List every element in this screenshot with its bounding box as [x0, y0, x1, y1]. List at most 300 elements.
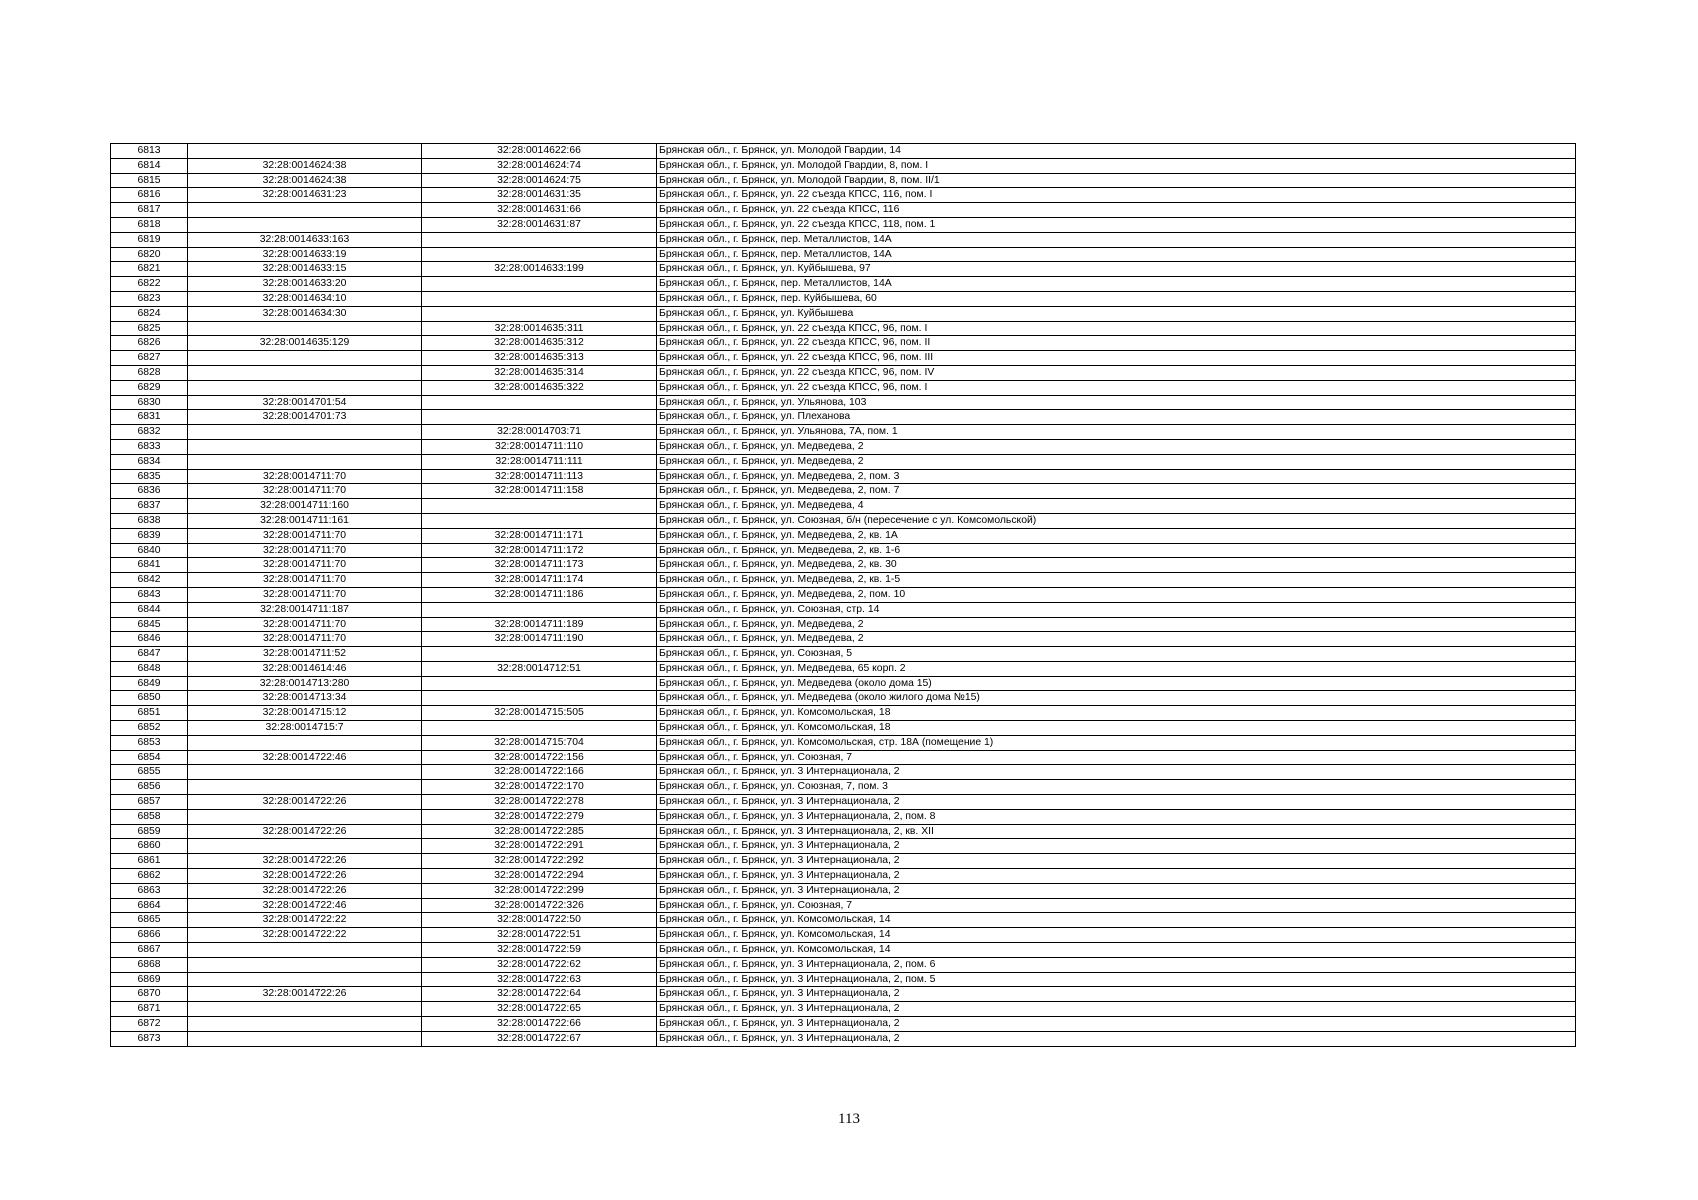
row-number-cell: 6860 — [111, 839, 188, 854]
row-number-cell: 6823 — [111, 291, 188, 306]
table-row — [111, 573, 1576, 588]
parcel-number-cell — [188, 1017, 422, 1032]
address-cell: Брянская обл., г. Брянск, ул. 22 съезда КПСС, 116, пом. I — [657, 188, 1576, 203]
address-cell: Брянская обл., г. Брянск, ул. Медведева (около дома 15) — [657, 676, 1576, 691]
row-number-cell: 6862 — [111, 869, 188, 884]
row-number-cell: 6828 — [111, 365, 188, 380]
address-cell: Брянская обл., г. Брянск, ул. Медведева, 2, пом. 7 — [657, 484, 1576, 499]
object-number-cell — [422, 395, 657, 410]
row-number-cell: 6813 — [111, 144, 188, 159]
row-number-cell: 6829 — [111, 380, 188, 395]
address-cell: Брянская обл., г. Брянск, ул. Союзная, стр. 14 — [657, 602, 1576, 617]
parcel-number-cell: 32:28:0014722:26 — [188, 795, 422, 810]
object-number-cell: 32:28:0014711:171 — [422, 528, 657, 543]
address-cell: Брянская обл., г. Брянск, ул. Медведева (около жилого дома №15) — [657, 691, 1576, 706]
parcel-number-cell — [188, 425, 422, 440]
row-number-cell: 6824 — [111, 306, 188, 321]
parcel-number-cell: 32:28:0014711:70 — [188, 587, 422, 602]
parcel-number-cell — [188, 1002, 422, 1017]
table-row — [111, 217, 1576, 232]
table-row — [111, 262, 1576, 277]
row-number-cell: 6832 — [111, 425, 188, 440]
row-number-cell: 6847 — [111, 647, 188, 662]
parcel-number-cell: 32:28:0014713:280 — [188, 676, 422, 691]
parcel-number-cell — [188, 809, 422, 824]
row-number-cell: 6816 — [111, 188, 188, 203]
parcel-number-cell — [188, 365, 422, 380]
row-number-cell: 6827 — [111, 351, 188, 366]
table-row — [111, 824, 1576, 839]
address-cell: Брянская обл., г. Брянск, ул. 3 Интернационала, 2 — [657, 795, 1576, 810]
row-number-cell: 6817 — [111, 203, 188, 218]
row-number-cell: 6867 — [111, 943, 188, 958]
object-number-cell: 32:28:0014722:299 — [422, 883, 657, 898]
table-row — [111, 425, 1576, 440]
parcel-number-cell: 32:28:0014711:70 — [188, 558, 422, 573]
parcel-number-cell — [188, 780, 422, 795]
register-table-container — [110, 143, 1575, 1047]
address-cell: Брянская обл., г. Брянск, ул. Медведева, 2, кв. 30 — [657, 558, 1576, 573]
object-number-cell — [422, 602, 657, 617]
parcel-number-cell — [188, 765, 422, 780]
object-number-cell: 32:28:0014722:170 — [422, 780, 657, 795]
parcel-number-cell: 32:28:0014711:70 — [188, 469, 422, 484]
address-cell: Брянская обл., г. Брянск, ул. Союзная, 7 — [657, 898, 1576, 913]
row-number-cell: 6840 — [111, 543, 188, 558]
parcel-number-cell — [188, 351, 422, 366]
table-row — [111, 943, 1576, 958]
table-row — [111, 144, 1576, 159]
row-number-cell: 6851 — [111, 706, 188, 721]
object-number-cell: 32:28:0014722:59 — [422, 943, 657, 958]
row-number-cell: 6833 — [111, 439, 188, 454]
row-number-cell: 6872 — [111, 1017, 188, 1032]
table-row — [111, 676, 1576, 691]
row-number-cell: 6814 — [111, 158, 188, 173]
object-number-cell: 32:28:0014631:87 — [422, 217, 657, 232]
object-number-cell — [422, 232, 657, 247]
row-number-cell: 6856 — [111, 780, 188, 795]
object-number-cell: 32:28:0014622:66 — [422, 144, 657, 159]
table-row — [111, 1031, 1576, 1046]
parcel-number-cell: 32:28:0014633:15 — [188, 262, 422, 277]
row-number-cell: 6854 — [111, 750, 188, 765]
table-row — [111, 957, 1576, 972]
parcel-number-cell: 32:28:0014634:10 — [188, 291, 422, 306]
parcel-number-cell — [188, 839, 422, 854]
object-number-cell: 32:28:0014635:311 — [422, 321, 657, 336]
row-number-cell: 6870 — [111, 987, 188, 1002]
address-cell: Брянская обл., г. Брянск, ул. Медведева, 65 корп. 2 — [657, 661, 1576, 676]
table-row — [111, 750, 1576, 765]
address-cell: Брянская обл., г. Брянск, ул. Комсомольская, 18 — [657, 706, 1576, 721]
table-row — [111, 839, 1576, 854]
address-cell: Брянская обл., г. Брянск, ул. Комсомольская, 14 — [657, 913, 1576, 928]
address-cell: Брянская обл., г. Брянск, ул. Куйбышева, 97 — [657, 262, 1576, 277]
object-number-cell: 32:28:0014722:156 — [422, 750, 657, 765]
parcel-number-cell: 32:28:0014713:34 — [188, 691, 422, 706]
parcel-number-cell: 32:28:0014711:70 — [188, 484, 422, 499]
row-number-cell: 6859 — [111, 824, 188, 839]
address-cell: Брянская обл., г. Брянск, ул. Союзная, б/н (пересечение с ул. Комсомольской) — [657, 513, 1576, 528]
row-number-cell: 6857 — [111, 795, 188, 810]
address-cell: Брянская обл., г. Брянск, ул. Комсомольская, 18 — [657, 721, 1576, 736]
table-row — [111, 291, 1576, 306]
address-cell: Брянская обл., г. Брянск, пер. Металлистов, 14А — [657, 277, 1576, 292]
table-row — [111, 972, 1576, 987]
object-number-cell: 32:28:0014722:291 — [422, 839, 657, 854]
address-cell: Брянская обл., г. Брянск, пер. Металлистов, 14А — [657, 232, 1576, 247]
object-number-cell — [422, 676, 657, 691]
parcel-number-cell: 32:28:0014624:38 — [188, 158, 422, 173]
object-number-cell: 32:28:0014711:158 — [422, 484, 657, 499]
address-cell: Брянская обл., г. Брянск, ул. Комсомольская, стр. 18А (помещение 1) — [657, 735, 1576, 750]
parcel-number-cell — [188, 943, 422, 958]
object-number-cell: 32:28:0014635:313 — [422, 351, 657, 366]
table-row — [111, 365, 1576, 380]
row-number-cell: 6853 — [111, 735, 188, 750]
address-cell: Брянская обл., г. Брянск, ул. Медведева, 2 — [657, 454, 1576, 469]
page-number: 113 — [838, 1111, 860, 1127]
parcel-number-cell — [188, 735, 422, 750]
address-cell: Брянская обл., г. Брянск, ул. 3 Интернационала, 2, пом. 8 — [657, 809, 1576, 824]
address-cell: Брянская обл., г. Брянск, ул. 3 Интернационала, 2, пом. 6 — [657, 957, 1576, 972]
object-number-cell: 32:28:0014715:505 — [422, 706, 657, 721]
row-number-cell: 6843 — [111, 587, 188, 602]
object-number-cell: 32:28:0014722:294 — [422, 869, 657, 884]
row-number-cell: 6820 — [111, 247, 188, 262]
table-row — [111, 854, 1576, 869]
table-row — [111, 558, 1576, 573]
address-cell: Брянская обл., г. Брянск, ул. Союзная, 7, пом. 3 — [657, 780, 1576, 795]
row-number-cell: 6864 — [111, 898, 188, 913]
address-cell: Брянская обл., г. Брянск, ул. 3 Интернационала, 2 — [657, 869, 1576, 884]
row-number-cell: 6871 — [111, 1002, 188, 1017]
table-row — [111, 928, 1576, 943]
table-row — [111, 987, 1576, 1002]
address-cell: Брянская обл., г. Брянск, ул. Медведева, 2 — [657, 632, 1576, 647]
parcel-number-cell: 32:28:0014722:26 — [188, 987, 422, 1002]
table-row — [111, 661, 1576, 676]
parcel-number-cell: 32:28:0014715:12 — [188, 706, 422, 721]
parcel-number-cell: 32:28:0014635:129 — [188, 336, 422, 351]
address-cell: Брянская обл., г. Брянск, ул. Медведева, 4 — [657, 499, 1576, 514]
address-cell: Брянская обл., г. Брянск, ул. 3 Интернационала, 2 — [657, 1002, 1576, 1017]
object-number-cell — [422, 277, 657, 292]
table-row — [111, 158, 1576, 173]
parcel-number-cell: 32:28:0014711:161 — [188, 513, 422, 528]
object-number-cell: 32:28:0014633:199 — [422, 262, 657, 277]
object-number-cell — [422, 721, 657, 736]
object-number-cell: 32:28:0014722:65 — [422, 1002, 657, 1017]
table-row — [111, 809, 1576, 824]
object-number-cell: 32:28:0014624:74 — [422, 158, 657, 173]
row-number-cell: 6831 — [111, 410, 188, 425]
row-number-cell: 6834 — [111, 454, 188, 469]
address-cell: Брянская обл., г. Брянск, ул. 22 съезда КПСС, 96, пом. IV — [657, 365, 1576, 380]
table-row — [111, 513, 1576, 528]
address-cell: Брянская обл., г. Брянск, ул. 22 съезда КПСС, 96, пом. I — [657, 380, 1576, 395]
table-row — [111, 706, 1576, 721]
row-number-cell: 6852 — [111, 721, 188, 736]
object-number-cell: 32:28:0014711:110 — [422, 439, 657, 454]
table-row — [111, 1017, 1576, 1032]
object-number-cell: 32:28:0014711:186 — [422, 587, 657, 602]
object-number-cell: 32:28:0014711:113 — [422, 469, 657, 484]
object-number-cell — [422, 247, 657, 262]
parcel-number-cell: 32:28:0014631:23 — [188, 188, 422, 203]
register-table-body — [111, 144, 1576, 1047]
table-row — [111, 188, 1576, 203]
row-number-cell: 6869 — [111, 972, 188, 987]
row-number-cell: 6865 — [111, 913, 188, 928]
object-number-cell: 32:28:0014631:35 — [422, 188, 657, 203]
object-number-cell: 32:28:0014711:189 — [422, 617, 657, 632]
parcel-number-cell: 32:28:0014711:70 — [188, 632, 422, 647]
row-number-cell: 6855 — [111, 765, 188, 780]
table-row — [111, 321, 1576, 336]
address-cell: Брянская обл., г. Брянск, ул. Ульянова, 103 — [657, 395, 1576, 410]
table-row — [111, 869, 1576, 884]
address-cell: Брянская обл., г. Брянск, ул. 3 Интернационала, 2 — [657, 854, 1576, 869]
address-cell: Брянская обл., г. Брянск, ул. 3 Интернационала, 2, пом. 5 — [657, 972, 1576, 987]
row-number-cell: 6818 — [111, 217, 188, 232]
parcel-number-cell — [188, 217, 422, 232]
object-number-cell: 32:28:0014722:63 — [422, 972, 657, 987]
row-number-cell: 6868 — [111, 957, 188, 972]
parcel-number-cell: 32:28:0014722:26 — [188, 869, 422, 884]
row-number-cell: 6846 — [111, 632, 188, 647]
object-number-cell — [422, 499, 657, 514]
table-row — [111, 587, 1576, 602]
object-number-cell: 32:28:0014711:111 — [422, 454, 657, 469]
address-cell: Брянская обл., г. Брянск, ул. 22 съезда КПСС, 96, пом. III — [657, 351, 1576, 366]
parcel-number-cell: 32:28:0014722:22 — [188, 913, 422, 928]
row-number-cell: 6848 — [111, 661, 188, 676]
address-cell: Брянская обл., г. Брянск, пер. Металлистов, 14А — [657, 247, 1576, 262]
object-number-cell: 32:28:0014722:66 — [422, 1017, 657, 1032]
object-number-cell: 32:28:0014703:71 — [422, 425, 657, 440]
table-row — [111, 454, 1576, 469]
register-table — [110, 143, 1576, 1047]
address-cell: Брянская обл., г. Брянск, ул. 3 Интернационала, 2, кв. XII — [657, 824, 1576, 839]
object-number-cell: 32:28:0014635:312 — [422, 336, 657, 351]
table-row — [111, 499, 1576, 514]
object-number-cell: 32:28:0014722:285 — [422, 824, 657, 839]
address-cell: Брянская обл., г. Брянск, ул. Молодой Гвардии, 14 — [657, 144, 1576, 159]
table-row — [111, 602, 1576, 617]
row-number-cell: 6837 — [111, 499, 188, 514]
table-row — [111, 617, 1576, 632]
object-number-cell: 32:28:0014624:75 — [422, 173, 657, 188]
table-row — [111, 247, 1576, 262]
row-number-cell: 6822 — [111, 277, 188, 292]
table-row — [111, 795, 1576, 810]
row-number-cell: 6838 — [111, 513, 188, 528]
row-number-cell: 6815 — [111, 173, 188, 188]
row-number-cell: 6821 — [111, 262, 188, 277]
address-cell: Брянская обл., г. Брянск, ул. 3 Интернационала, 2 — [657, 1031, 1576, 1046]
address-cell: Брянская обл., г. Брянск, ул. 3 Интернационала, 2 — [657, 765, 1576, 780]
address-cell: Брянская обл., г. Брянск, ул. 3 Интернационала, 2 — [657, 839, 1576, 854]
parcel-number-cell — [188, 957, 422, 972]
address-cell: Брянская обл., г. Брянск, ул. Медведева, 2, пом. 3 — [657, 469, 1576, 484]
parcel-number-cell: 32:28:0014624:38 — [188, 173, 422, 188]
table-row — [111, 647, 1576, 662]
parcel-number-cell: 32:28:0014614:46 — [188, 661, 422, 676]
parcel-number-cell: 32:28:0014715:7 — [188, 721, 422, 736]
row-number-cell: 6835 — [111, 469, 188, 484]
address-cell: Брянская обл., г. Брянск, ул. 3 Интернационала, 2 — [657, 883, 1576, 898]
table-row — [111, 469, 1576, 484]
row-number-cell: 6861 — [111, 854, 188, 869]
object-number-cell — [422, 410, 657, 425]
table-row — [111, 336, 1576, 351]
parcel-number-cell: 32:28:0014722:26 — [188, 883, 422, 898]
table-row — [111, 395, 1576, 410]
object-number-cell: 32:28:0014711:190 — [422, 632, 657, 647]
table-row — [111, 632, 1576, 647]
table-row — [111, 173, 1576, 188]
table-row — [111, 898, 1576, 913]
table-row — [111, 380, 1576, 395]
table-row — [111, 780, 1576, 795]
address-cell: Брянская обл., г. Брянск, ул. 22 съезда КПСС, 96, пом. II — [657, 336, 1576, 351]
parcel-number-cell — [188, 144, 422, 159]
parcel-number-cell: 32:28:0014711:70 — [188, 617, 422, 632]
table-row — [111, 528, 1576, 543]
object-number-cell: 32:28:0014722:326 — [422, 898, 657, 913]
parcel-number-cell: 32:28:0014711:52 — [188, 647, 422, 662]
row-number-cell: 6849 — [111, 676, 188, 691]
object-number-cell: 32:28:0014712:51 — [422, 661, 657, 676]
row-number-cell: 6866 — [111, 928, 188, 943]
table-row — [111, 721, 1576, 736]
table-row — [111, 883, 1576, 898]
parcel-number-cell — [188, 454, 422, 469]
address-cell: Брянская обл., г. Брянск, ул. Союзная, 5 — [657, 647, 1576, 662]
parcel-number-cell — [188, 380, 422, 395]
parcel-number-cell: 32:28:0014701:73 — [188, 410, 422, 425]
address-cell: Брянская обл., г. Брянск, ул. 3 Интернационала, 2 — [657, 1017, 1576, 1032]
object-number-cell: 32:28:0014711:172 — [422, 543, 657, 558]
table-row — [111, 484, 1576, 499]
object-number-cell: 32:28:0014635:314 — [422, 365, 657, 380]
object-number-cell: 32:28:0014722:51 — [422, 928, 657, 943]
parcel-number-cell: 32:28:0014722:46 — [188, 898, 422, 913]
table-row — [111, 306, 1576, 321]
table-row — [111, 691, 1576, 706]
parcel-number-cell: 32:28:0014711:70 — [188, 543, 422, 558]
parcel-number-cell — [188, 321, 422, 336]
address-cell: Брянская обл., г. Брянск, ул. Медведева, 2, кв. 1-5 — [657, 573, 1576, 588]
table-row — [111, 277, 1576, 292]
parcel-number-cell: 32:28:0014633:19 — [188, 247, 422, 262]
parcel-number-cell: 32:28:0014722:46 — [188, 750, 422, 765]
object-number-cell: 32:28:0014715:704 — [422, 735, 657, 750]
address-cell: Брянская обл., г. Брянск, ул. 22 съезда КПСС, 96, пом. I — [657, 321, 1576, 336]
object-number-cell — [422, 513, 657, 528]
table-row — [111, 765, 1576, 780]
table-row — [111, 203, 1576, 218]
address-cell: Брянская обл., г. Брянск, пер. Куйбышева, 60 — [657, 291, 1576, 306]
row-number-cell: 6830 — [111, 395, 188, 410]
row-number-cell: 6873 — [111, 1031, 188, 1046]
table-row — [111, 1002, 1576, 1017]
row-number-cell: 6863 — [111, 883, 188, 898]
table-row — [111, 410, 1576, 425]
object-number-cell — [422, 306, 657, 321]
parcel-number-cell — [188, 439, 422, 454]
table-row — [111, 913, 1576, 928]
parcel-number-cell: 32:28:0014711:70 — [188, 528, 422, 543]
address-cell: Брянская обл., г. Брянск, ул. 3 Интернационала, 2 — [657, 987, 1576, 1002]
parcel-number-cell: 32:28:0014711:160 — [188, 499, 422, 514]
object-number-cell: 32:28:0014722:50 — [422, 913, 657, 928]
parcel-number-cell — [188, 972, 422, 987]
row-number-cell: 6826 — [111, 336, 188, 351]
address-cell: Брянская обл., г. Брянск, ул. Медведева, 2, пом. 10 — [657, 587, 1576, 602]
row-number-cell: 6819 — [111, 232, 188, 247]
parcel-number-cell — [188, 1031, 422, 1046]
row-number-cell: 6850 — [111, 691, 188, 706]
address-cell: Брянская обл., г. Брянск, ул. Молодой Гвардии, 8, пом. I — [657, 158, 1576, 173]
parcel-number-cell: 32:28:0014722:26 — [188, 824, 422, 839]
object-number-cell — [422, 291, 657, 306]
address-cell: Брянская обл., г. Брянск, ул. 22 съезда КПСС, 116 — [657, 203, 1576, 218]
row-number-cell: 6825 — [111, 321, 188, 336]
object-number-cell: 32:28:0014722:166 — [422, 765, 657, 780]
parcel-number-cell — [188, 203, 422, 218]
address-cell: Брянская обл., г. Брянск, ул. Союзная, 7 — [657, 750, 1576, 765]
row-number-cell: 6845 — [111, 617, 188, 632]
object-number-cell: 32:28:0014722:62 — [422, 957, 657, 972]
parcel-number-cell: 32:28:0014722:22 — [188, 928, 422, 943]
address-cell: Брянская обл., г. Брянск, ул. Ульянова, 7А, пом. 1 — [657, 425, 1576, 440]
row-number-cell: 6841 — [111, 558, 188, 573]
address-cell: Брянская обл., г. Брянск, ул. Медведева, 2 — [657, 617, 1576, 632]
address-cell: Брянская обл., г. Брянск, ул. Плеханова — [657, 410, 1576, 425]
parcel-number-cell: 32:28:0014711:70 — [188, 573, 422, 588]
row-number-cell: 6844 — [111, 602, 188, 617]
parcel-number-cell: 32:28:0014633:20 — [188, 277, 422, 292]
parcel-number-cell: 32:28:0014722:26 — [188, 854, 422, 869]
row-number-cell: 6839 — [111, 528, 188, 543]
address-cell: Брянская обл., г. Брянск, ул. Медведева, 2, кв. 1А — [657, 528, 1576, 543]
object-number-cell — [422, 647, 657, 662]
address-cell: Брянская обл., г. Брянск, ул. Комсомольская, 14 — [657, 943, 1576, 958]
object-number-cell — [422, 691, 657, 706]
object-number-cell: 32:28:0014722:292 — [422, 854, 657, 869]
row-number-cell: 6836 — [111, 484, 188, 499]
address-cell: Брянская обл., г. Брянск, ул. Куйбышева — [657, 306, 1576, 321]
object-number-cell: 32:28:0014722:64 — [422, 987, 657, 1002]
table-row — [111, 543, 1576, 558]
parcel-number-cell: 32:28:0014633:163 — [188, 232, 422, 247]
address-cell: Брянская обл., г. Брянск, ул. Молодой Гвардии, 8, пом. II/1 — [657, 173, 1576, 188]
table-row — [111, 735, 1576, 750]
parcel-number-cell: 32:28:0014701:54 — [188, 395, 422, 410]
object-number-cell: 32:28:0014635:322 — [422, 380, 657, 395]
table-row — [111, 232, 1576, 247]
object-number-cell: 32:28:0014722:278 — [422, 795, 657, 810]
row-number-cell: 6842 — [111, 573, 188, 588]
object-number-cell: 32:28:0014711:174 — [422, 573, 657, 588]
parcel-number-cell: 32:28:0014711:187 — [188, 602, 422, 617]
object-number-cell: 32:28:0014711:173 — [422, 558, 657, 573]
address-cell: Брянская обл., г. Брянск, ул. Медведева, 2 — [657, 439, 1576, 454]
parcel-number-cell: 32:28:0014634:30 — [188, 306, 422, 321]
